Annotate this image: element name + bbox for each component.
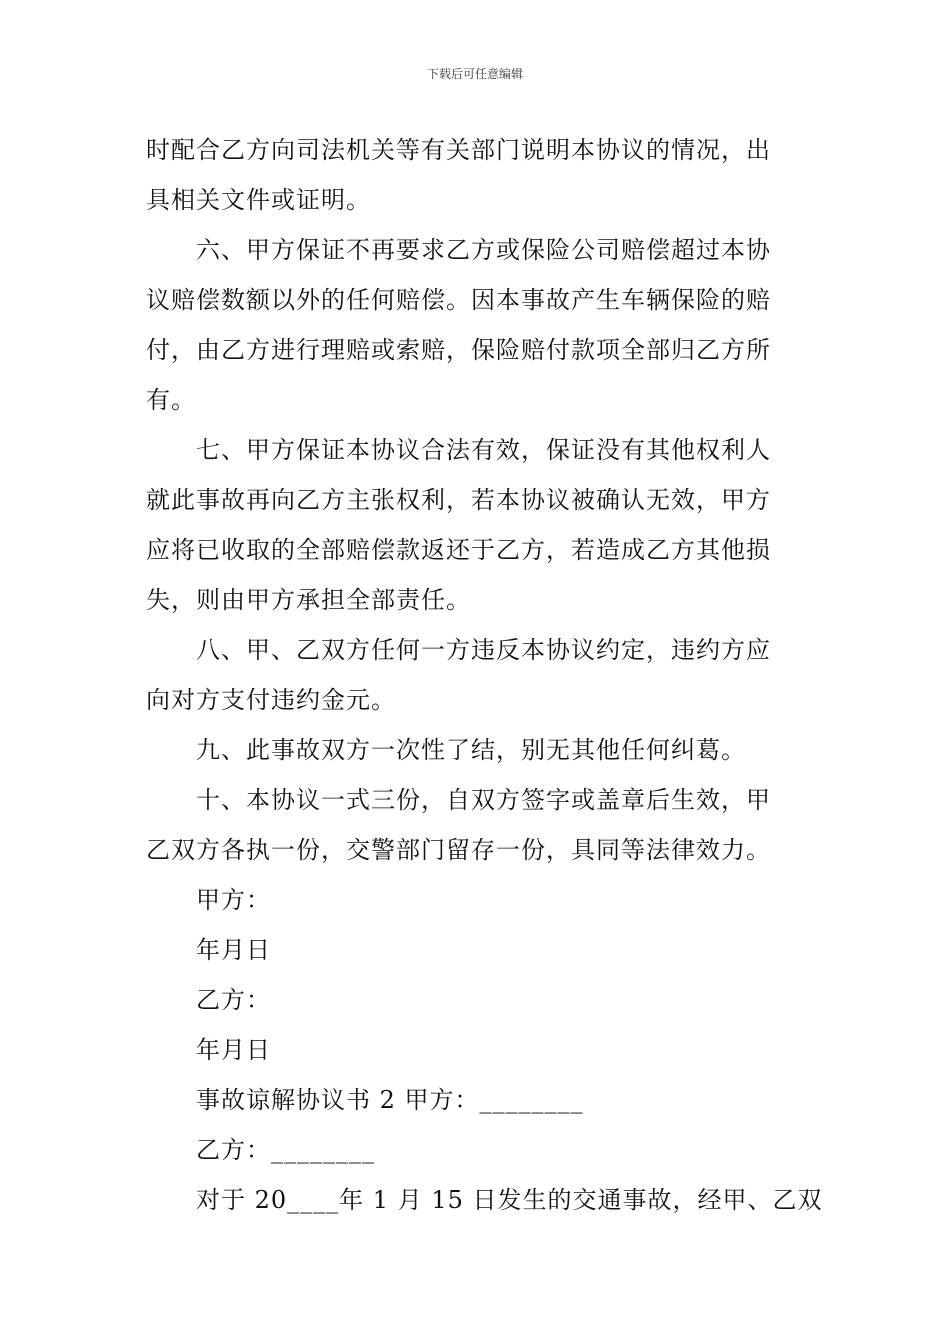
agreement-title-line: 事故谅解协议书 2 甲方：________ <box>146 1086 584 1114</box>
text-line: 对于 20____年 1 月 15 日发生的交通事故，经甲、乙双 <box>146 1186 823 1214</box>
page-header-note: 下载后可任意编辑 <box>426 67 523 81</box>
date-line: 年月日 <box>146 1036 271 1064</box>
text-line: 议赔偿数额以外的任何赔偿。因本事故产生车辆保险的赔 <box>146 286 771 314</box>
text-line: 就此事故再向乙方主张权利，若本协议被确认无效，甲方 <box>146 486 771 514</box>
text-line: 乙双方各执一份，交警部门留存一份，具同等法律效力。 <box>146 836 771 864</box>
text-line: 具相关文件或证明。 <box>146 186 371 214</box>
text-line: 九、此事故双方一次性了结，别无其他任何纠葛。 <box>146 736 746 764</box>
text-line: 时配合乙方向司法机关等有关部门说明本协议的情况，出 <box>146 136 771 164</box>
text-line: 向对方支付违约金元。 <box>146 686 396 714</box>
text-line: 六、甲方保证不再要求乙方或保险公司赔偿超过本协 <box>146 236 771 264</box>
text-line: 八、甲、乙双方任何一方违反本协议约定，违约方应 <box>146 636 771 664</box>
text-line: 七、甲方保证本协议合法有效，保证没有其他权利人 <box>146 436 771 464</box>
text-line: 十、本协议一式三份，自双方签字或盖章后生效，甲 <box>146 786 771 814</box>
party-b-label: 乙方： <box>146 986 271 1014</box>
text-line: 有。 <box>146 386 196 414</box>
text-line: 失，则由甲方承担全部责任。 <box>146 586 471 614</box>
date-line: 年月日 <box>146 936 271 964</box>
text-line: 付，由乙方进行理赔或索赔，保险赔付款项全部归乙方所 <box>146 336 771 364</box>
party-b-blank-line: 乙方：________ <box>146 1136 375 1164</box>
party-a-label: 甲方： <box>146 886 271 914</box>
document-body <box>146 125 823 1225</box>
text-line: 应将已收取的全部赔偿款返还于乙方，若造成乙方其他损 <box>146 536 771 564</box>
